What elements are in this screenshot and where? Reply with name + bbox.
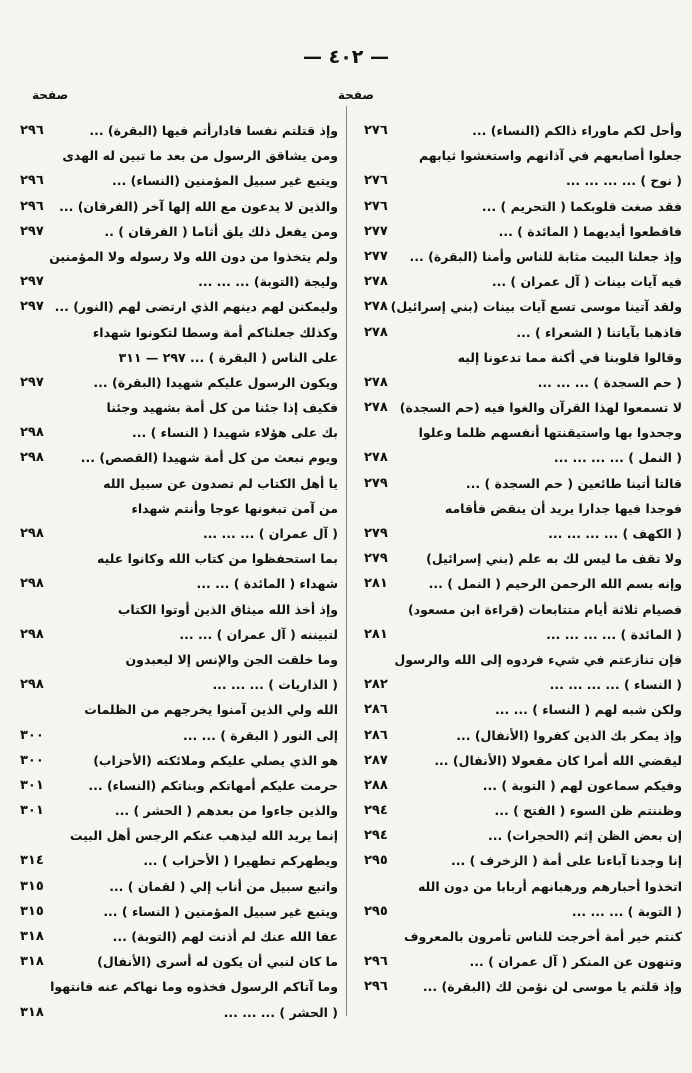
index-entry — [20, 848, 338, 873]
entry-text: لتبيننه ( آل عمران ) ... ... — [179, 626, 338, 642]
index-entry — [364, 622, 682, 647]
index-entry — [20, 244, 338, 269]
entry-text: وقالوا قلوبنا في أكنة مما تدعونا إليه — [457, 349, 682, 365]
entry-text: وأحل لكم ماوراء ذالكم (النساء) ... — [472, 123, 682, 138]
index-entry — [364, 723, 682, 748]
index-entry — [20, 924, 338, 949]
index-entry — [364, 798, 682, 823]
entry-text: ( الذاريات ) ... ... ... — [212, 677, 338, 693]
entry-page: ٢٧٨ — [364, 274, 388, 290]
index-entry — [20, 345, 338, 370]
entry-text: وكذلك جعلناكم أمة وسطا لتكونوا شهداء — [92, 324, 338, 340]
index-entry — [20, 269, 338, 294]
index-entry — [364, 773, 682, 798]
entry-page: ٢٩٧ — [20, 299, 44, 315]
index-entry — [364, 143, 682, 168]
index-entry — [364, 420, 682, 445]
entry-page: ٢٨١ — [364, 576, 388, 592]
index-entry — [364, 194, 682, 219]
entry-text: فاذهبا بآياتنا ( الشعراء ) ... — [516, 324, 682, 340]
index-entry — [20, 546, 338, 571]
index-entry — [364, 244, 682, 269]
entry-page: ٢٨٧ — [364, 752, 388, 768]
entry-page: ٢٧٦ — [364, 123, 388, 138]
entry-text: ( المائدة ) ... ... ... ... — [546, 626, 682, 642]
entry-text: ويتبع غير سبيل المؤمنين (النساء) ... — [112, 173, 338, 189]
entry-text: ولم يتخذوا من دون الله ولا رسوله ولا المؤمنين — [49, 248, 338, 264]
index-entry — [20, 395, 338, 420]
index-entry — [20, 445, 338, 470]
index-entry — [364, 597, 682, 622]
left-column — [20, 118, 338, 1025]
entry-page: ٢٩٦ — [364, 954, 388, 970]
entry-text: فقد صغت قلوبكما ( التحريم ) ... — [481, 198, 682, 214]
entry-text: ويتبع غير سبيل المؤمنين ( النساء ) ... — [103, 903, 338, 919]
column-heading-left: صفحة — [32, 88, 69, 102]
entry-text: ( آل عمران ) ... ... ... — [202, 526, 338, 541]
entry-page: ٣١٥ — [20, 878, 44, 894]
index-entry — [20, 118, 338, 143]
entry-page: ٢٩٨ — [20, 576, 44, 592]
entry-page: ٣١٨ — [20, 1004, 44, 1020]
entry-text: ( التوبة ) ... ... ... — [571, 903, 682, 919]
index-entry — [364, 546, 682, 571]
index-entry — [20, 899, 338, 924]
right-column — [364, 118, 682, 1000]
entry-text: وليجة (التوبة) ... ... ... — [198, 274, 338, 290]
entry-page: ٢٩٨ — [20, 526, 44, 541]
index-entry — [364, 320, 682, 345]
entry-text: ويوم نبعث من كل أمة شهيدا (القصص) ... — [80, 450, 338, 466]
entry-text: بما استحفظوا من كتاب الله وكانوا عليه — [96, 551, 338, 567]
entry-page: ٣١٨ — [20, 954, 44, 970]
entry-text: ( الكهف ) ... ... ... ... — [548, 526, 682, 541]
index-entry — [20, 320, 338, 345]
entry-text: ولكن شبه لهم ( النساء ) ... ... — [495, 702, 682, 718]
index-entry — [20, 647, 338, 672]
index-entry — [364, 748, 682, 773]
index-entry — [364, 521, 682, 546]
index-entry — [20, 773, 338, 798]
index-entry — [364, 370, 682, 395]
index-entry — [364, 168, 682, 193]
entry-page: ٣١٥ — [20, 903, 44, 919]
index-entry — [20, 672, 338, 697]
entry-text: فصيام ثلاثة أيام متتابعات (قراءة ابن مسعود) — [408, 601, 682, 617]
entry-page: ٢٧٦ — [364, 198, 388, 214]
entry-text: فيه آيات بينات ( آل عمران ) ... — [491, 274, 682, 290]
index-entry — [364, 118, 682, 143]
entry-text: ومن يشاقق الرسول من بعد ما تبين له الهدى — [62, 148, 338, 164]
page-number: — ٤٠٢ — — [302, 46, 390, 68]
entry-page: ٢٩٥ — [364, 853, 388, 869]
index-entry — [20, 168, 338, 193]
entry-page: ٢٩٨ — [20, 677, 44, 693]
entry-page: ٢٧٨ — [364, 324, 388, 340]
index-entry — [364, 848, 682, 873]
entry-text: ومن يفعل ذلك يلق أثاما ( الفرقان ) .. — [104, 223, 338, 239]
index-entry — [20, 571, 338, 596]
entry-text: الله ولي الذين آمنوا يخرجهم من الظلمات — [84, 702, 338, 718]
entry-page: ٢٩٦ — [20, 123, 44, 138]
index-entry — [20, 219, 338, 244]
entry-page: ٣٠٠ — [20, 752, 44, 768]
entry-text: ولا تقف ما ليس لك به علم (بني إسرائيل) — [426, 551, 682, 567]
entry-text: ما كان لنبي أن يكون له أسرى (الأنفال) — [97, 954, 338, 970]
index-entry — [20, 622, 338, 647]
entry-page: ٢٩٤ — [364, 803, 388, 819]
entry-page: ٢٩٨ — [20, 425, 44, 441]
entry-text: بك على هؤلاء شهيدا ( النساء ) ... — [132, 425, 338, 441]
index-entry — [364, 672, 682, 697]
column-divider — [346, 106, 347, 1016]
entry-text: وما آتاكم الرسول فخذوه وما نهاكم عنه فانتهوا — [50, 979, 338, 995]
entry-text: وما خلقت الجن والإنس إلا ليعبدون — [125, 651, 338, 667]
index-entry — [364, 219, 682, 244]
entry-text: ( النساء ) ... ... ... ... — [549, 677, 682, 693]
index-entry — [364, 974, 682, 999]
entry-page: ٢٩٧ — [20, 374, 44, 390]
entry-text: ( الحشر ) ... ... ... — [223, 1004, 338, 1020]
entry-text: ( النمل ) ... ... ... ... — [553, 450, 682, 466]
index-entry — [20, 949, 338, 974]
entry-text: والذين جاءوا من بعدهم ( الحشر ) ... — [114, 803, 338, 819]
entry-text: وإذ قتلتم نفسا فادارأتم فيها (البقرة) ... — [89, 123, 338, 138]
index-entry — [364, 647, 682, 672]
index-entry — [20, 974, 338, 999]
index-entry — [20, 874, 338, 899]
entry-text: ليقضي الله أمرا كان مفعولا (الأنفال) ... — [434, 752, 682, 768]
entry-text: كنتم خير أمة أخرجت للناس تأمرون بالمعروف — [404, 929, 682, 944]
index-entry — [364, 823, 682, 848]
entry-page: ٢٨٨ — [364, 777, 388, 793]
entry-text: ( نوح ) ... ... ... ... — [565, 173, 682, 189]
entry-page: ٣٠٠ — [20, 727, 44, 743]
entry-text: وإنه بسم الله الرحمن الرحيم ( النمل ) ... — [428, 576, 682, 592]
entry-text: من آمن تبغونها عوجا وأنتم شهداء — [131, 500, 338, 516]
index-entry — [364, 269, 682, 294]
entry-page: ٢٧٧ — [364, 248, 388, 264]
entry-text: وإذ قلتم يا موسى لن نؤمن لك (البقرة) ... — [422, 979, 682, 995]
entry-text: إن بعض الظن إثم (الحجرات) ... — [488, 828, 682, 844]
index-entry — [364, 874, 682, 899]
index-entry — [20, 521, 338, 546]
entry-text: شهداء ( المائدة ) ... ... — [196, 576, 338, 592]
entry-page: ٢٧٨ — [364, 374, 388, 390]
entry-page: ٢٧٩ — [364, 551, 388, 567]
index-entry — [20, 471, 338, 496]
entry-text: على الناس ( البقرة ) ... ٢٩٧ — ٣١١ — [118, 349, 338, 365]
index-entry — [20, 496, 338, 521]
entry-text: والذين لا يدعون مع الله إلها آخر (الفرقان) ... — [59, 198, 338, 214]
entry-page: ٢٧٦ — [364, 173, 388, 189]
entry-text: وإذ أخذ الله ميثاق الذين أوتوا الكتاب — [117, 601, 338, 617]
index-entry — [364, 899, 682, 924]
entry-text: ( حم السجدة ) ... ... ... — [537, 374, 682, 390]
entry-text: يا أهل الكتاب لم تصدون عن سبيل الله — [103, 475, 338, 491]
entry-text: وليمكنن لهم دينهم الذي ارتضى لهم (النور) ... — [54, 299, 338, 315]
index-entry — [20, 823, 338, 848]
index-entry — [20, 194, 338, 219]
entry-page: ٢٧٨ — [364, 400, 388, 416]
index-entry — [20, 420, 338, 445]
entry-page: ٣١٤ — [20, 853, 44, 869]
index-entry — [20, 798, 338, 823]
entry-page: ٢٩٥ — [364, 903, 388, 919]
entry-text: وإذ يمكر بك الذين كفروا (الأنفال) ... — [456, 727, 682, 743]
entry-text: وظننتم ظن السوء ( الفتح ) ... — [494, 803, 682, 819]
entry-text: ويطهركم تطهيرا ( الأحزاب ) ... — [143, 853, 338, 869]
entry-text: إنا وجدنا آباءنا على أمة ( الزخرف ) ... — [451, 853, 682, 869]
entry-text: إنما يريد الله ليذهب عنكم الرجس أهل البيت — [69, 828, 338, 844]
entry-text: ولقد آتينا موسى تسع آيات بينات (بني إسرائيل) — [390, 299, 682, 315]
entry-page: ٣١٨ — [20, 929, 44, 944]
index-entry — [20, 748, 338, 773]
entry-text: واتبع سبيل من أناب إلي ( لقمان ) ... — [109, 878, 338, 894]
entry-page: ٢٩٦ — [364, 979, 388, 995]
entry-page: ٢٩٨ — [20, 450, 44, 466]
index-entry — [364, 445, 682, 470]
entry-text: اتخذوا أحبارهم ورهبانهم أربابا من دون الله — [417, 878, 682, 894]
index-entry — [364, 395, 682, 420]
entry-text: فإن تنازعتم في شيء فردوه إلى الله والرسول — [394, 651, 682, 667]
entry-page: ٢٧٨ — [364, 299, 388, 315]
entry-page: ٢٨١ — [364, 626, 388, 642]
entry-page: ٢٩٦ — [20, 198, 44, 214]
index-entry — [364, 924, 682, 949]
entry-page: ٢٩٧ — [20, 223, 44, 239]
index-entry — [20, 723, 338, 748]
entry-page: ٢٧٩ — [364, 526, 388, 541]
entry-page: ٢٩٨ — [20, 626, 44, 642]
entry-text: عفا الله عنك لم أذنت لهم (التوبة) ... — [112, 929, 338, 944]
index-entry — [20, 370, 338, 395]
entry-page: ٢٩٧ — [20, 274, 44, 290]
entry-page: ٢٧٨ — [364, 450, 388, 466]
entry-text: هو الذي يصلي عليكم وملائكته (الأحزاب) — [93, 752, 338, 768]
entry-page: ٢٩٤ — [364, 828, 388, 844]
index-entry — [20, 697, 338, 722]
entry-text: فكيف إذا جئنا من كل أمة بشهيد وجئنا — [106, 400, 338, 416]
index-entry — [20, 143, 338, 168]
entry-page: ٢٩٦ — [20, 173, 44, 189]
entry-text: وجحدوا بها واستيقنتها أنفسهم ظلما وعلوا — [418, 425, 682, 441]
column-heading-right: صفحة — [337, 88, 374, 102]
entry-page: ٢٨٦ — [364, 702, 388, 718]
index-entry — [364, 471, 682, 496]
entry-text: ويكون الرسول عليكم شهيدا (البقرة) ... — [93, 374, 338, 390]
entry-text: إلى النور ( البقرة ) ... ... — [183, 727, 338, 743]
entry-text: حرمت عليكم أمهاتكم وبناتكم (النساء) ... — [88, 777, 338, 793]
index-entry — [364, 496, 682, 521]
index-entry — [364, 571, 682, 596]
index-entry — [364, 949, 682, 974]
entry-text: وتنهون عن المنكر ( آل عمران ) ... — [469, 954, 682, 970]
entry-page: ٢٧٧ — [364, 223, 388, 239]
entry-page: ٢٨٢ — [364, 677, 388, 693]
index-entry — [20, 597, 338, 622]
index-entry — [20, 1000, 338, 1025]
entry-page: ٢٧٩ — [364, 475, 388, 491]
index-entry — [364, 697, 682, 722]
entry-page: ٣٠١ — [20, 803, 44, 819]
entry-text: فوجدا فيها جدارا يريد أن ينقض فأقامه — [444, 500, 682, 516]
entry-text: لا تسمعوا لهذا القرآن والغوا فيه (حم السجدة) — [399, 400, 682, 416]
entry-page: ٢٨٦ — [364, 727, 388, 743]
entry-text: جعلوا أصابعهم في آذانهم واستغشوا ثيابهم — [418, 148, 682, 164]
index-entry — [364, 345, 682, 370]
entry-page: ٣٠١ — [20, 777, 44, 793]
entry-text: وفيكم سماعون لهم ( التوبة ) ... — [482, 777, 682, 793]
entry-text: فاقطعوا أيديهما ( المائدة ) ... — [498, 223, 682, 239]
index-entry — [364, 294, 682, 319]
index-entry — [20, 294, 338, 319]
entry-text: وإذ جعلنا البيت مثابة للناس وأمنا (البقرة) ... — [409, 248, 682, 264]
entry-text: قالتا أتينا طائعين ( حم السجدة ) ... — [465, 475, 682, 491]
